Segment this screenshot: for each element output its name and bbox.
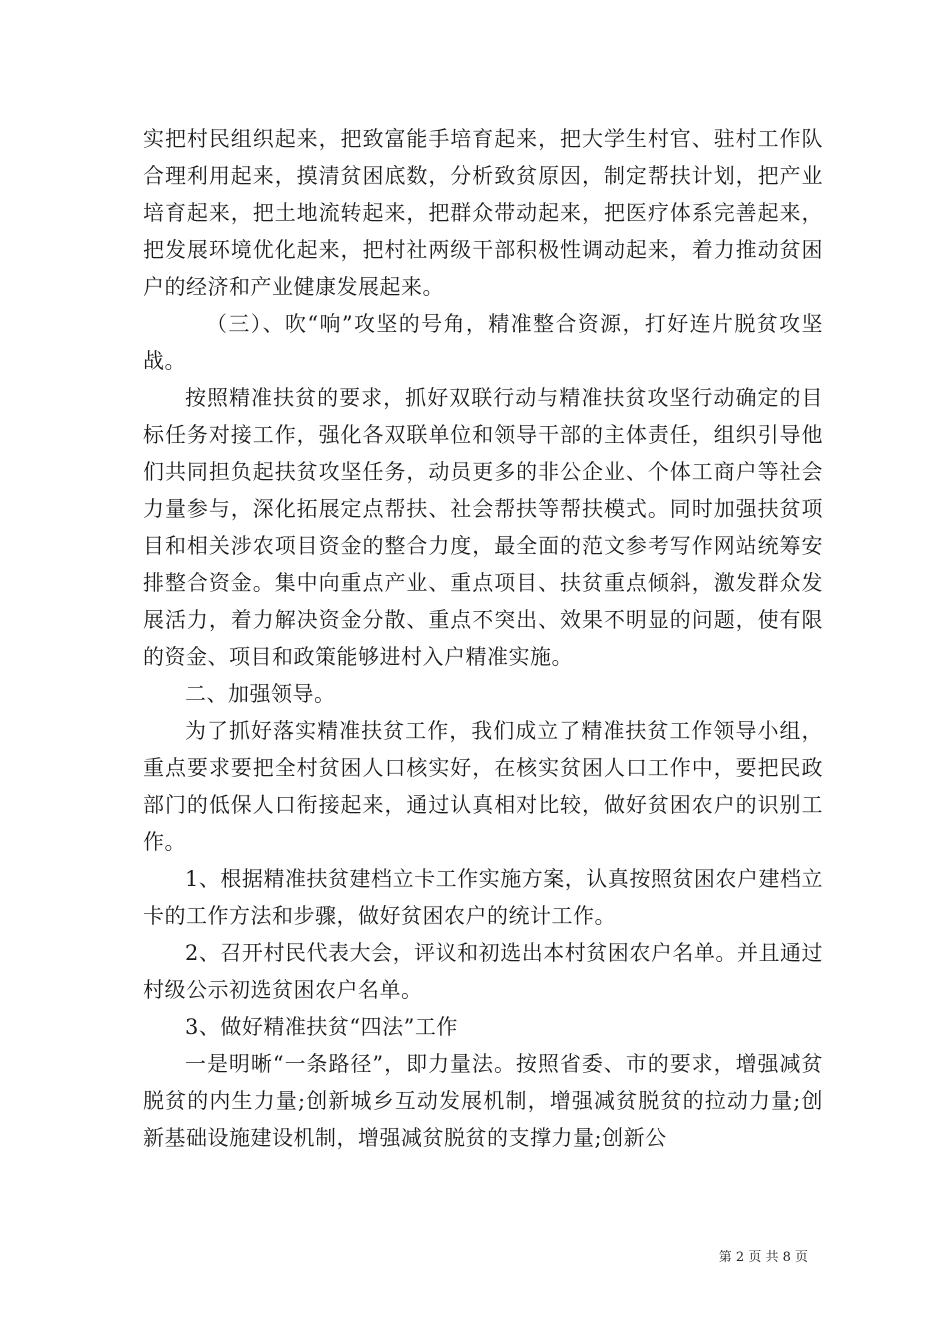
paragraph-3: 按照精准扶贫的要求，抓好双联行动与精准扶贫攻坚行动确定的目标任务对接工作，强化各双联单位和领导干部的主体责任，组织引导他们共同担负起扶贫攻坚任务，动员更多的非公企业、个体工商户等社会力量参与，深化拓展定点帮扶、社会帮扶等帮扶模式。同时加强扶贫项目和相关涉农项目资金的整合力度，最全面的范文参考写作网站统筹安排整合资金。集中向重点产业、重点项目、扶贫重点倾斜，激发群众发展活力，着力解决资金分散、重点不突出、效果不明显的问题，使有限的资金、项目和政策能够进村入户精准实施。 xyxy=(143,386,823,669)
list-item-2: 2、召开村民代表大会，评议和初选出本村贫困农户名单。并且通过村级公示初选贫困农户名单。 xyxy=(143,941,823,1002)
list-item-1: 1、根据精准扶贫建档立卡工作实施方案，认真按照贫困农户建档立卡的工作方法和步骤，做好贫困农户的统计工作。 xyxy=(143,867,823,928)
paragraph-9: 一是明晰“一条路径”，即力量法。按照省委、市的要求，增强减贫脱贫的内生力量;创新城乡互动发展机制，增强减贫脱贫的拉动力量;创新基础设施建设机制，增强减贫脱贫的支撑力量;创新公 xyxy=(143,1052,823,1150)
paragraph-1: 实把村民组织起来，把致富能手培育起来，把大学生村官、驻村工作队合理利用起来，摸清贫困底数，分析致贫原因，制定帮扶计划，把产业培育起来，把土地流转起来，把群众带动起来，把医疗体系完善起来，把发展环境优化起来，把村社两级干部积极性调动起来，着力推动贫困户的经济和产业健康发展起来。 xyxy=(143,127,823,299)
document-body xyxy=(143,121,823,1157)
paragraph-5: 为了抓好落实精准扶贫工作，我们成立了精准扶贫工作领导小组，重点要求要把全村贫困人口核实好，在核实贫困人口工作中，要把民政部门的低保人口衔接起来，通过认真相对比较，做好贫困农户的识别工作。 xyxy=(143,719,823,854)
section-heading-2: 二、加强领导。 xyxy=(185,682,336,706)
section-heading-3: （三）、吹“响”攻坚的号角，精准整合资源，打好连片脱贫攻坚战。 xyxy=(143,312,823,373)
page-number: 第 2 页 共 8 页 xyxy=(718,1250,808,1265)
list-item-3: 3、做好精准扶贫“四法”工作 xyxy=(185,1015,458,1039)
